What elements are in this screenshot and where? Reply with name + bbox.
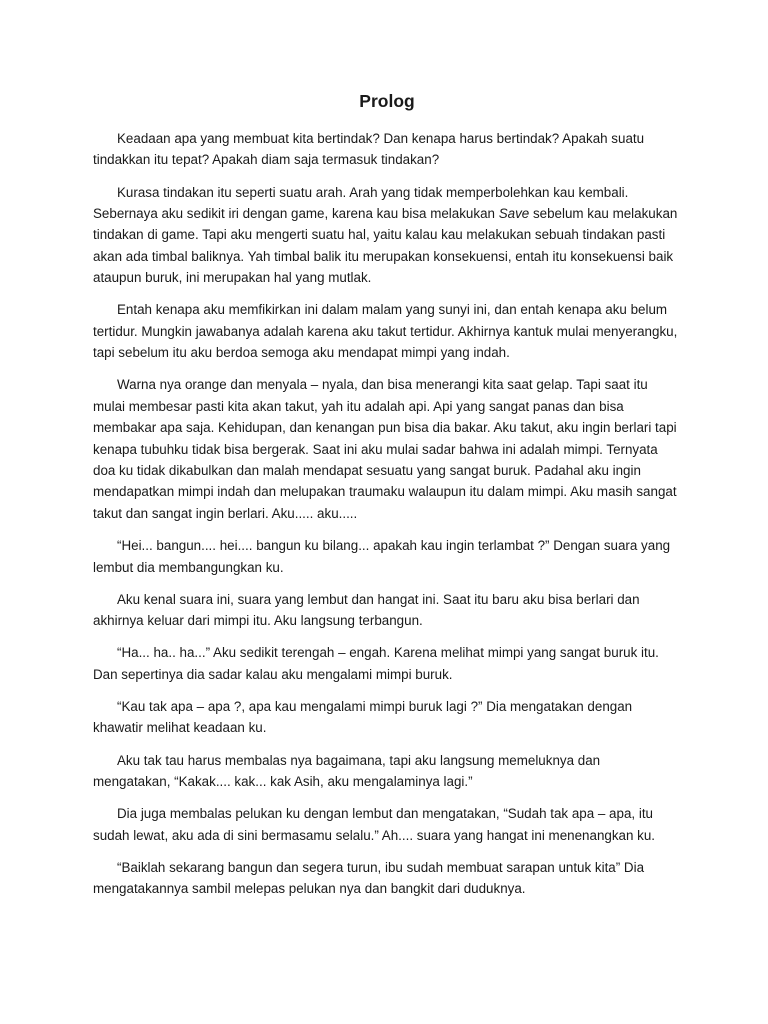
paragraph-9: Aku tak tau harus membalas nya bagaimana, tapi aku langsung memeluknya dan mengatakan, “Kakak.... kak... kak Asih, aku mengalaminya lagi.”	[93, 752, 601, 789]
document-page	[93, 88, 681, 910]
paragraph-2	[93, 182, 681, 289]
paragraph-6: Aku kenal suara ini, suara yang lembut dan hangat ini. Saat itu baru aku bisa berlari dan akhirnya keluar dari mimpi itu. Aku langsung terbangun.	[93, 591, 640, 629]
paragraph-2-italic-save: Save	[498, 206, 530, 222]
paragraph-2-text-before: Kurasa tindakan itu seperti suatu arah. Arah yang tidak memperbolehkan kau kembali. Sebernaya aku sedikit iri dengan game, karena kau bisa melakukan	[93, 184, 629, 222]
paragraph-8: “Kau tak apa – apa ?, apa kau mengalami mimpi buruk lagi ?” Dia mengatakan dengan khawatir melihat keadaan ku.	[93, 698, 633, 736]
paragraph-10: Dia juga membalas pelukan ku dengan lembut dan mengatakan, “Sudah tak apa – apa, itu sudah lewat, aku ada di sini bermasamu selalu.” Ah.... suara yang hangat ini menenangkan ku.	[93, 806, 656, 843]
paragraph-2-text-after: sebelum kau melakukan tindakan di game. Tapi aku mengerti suatu hal, yaitu kalau kau melakukan sebuah tindakan pasti akan ada timbal baliknya. Yah timbal balik itu merupakan konsekuensi, entah itu konsekuensi baik ataupun buruk, ini merupakan hal yang mutlak.	[93, 206, 678, 286]
paragraph-7: “Ha... ha.. ha...” Aku sedikit terengah – engah. Karena melihat mimpi yang sangat buruk itu. Dan sepertinya dia sadar kalau aku mengalami mimpi buruk.	[93, 645, 659, 682]
paragraph-5: “Hei... bangun.... hei.... bangun ku bilang... apakah kau ingin terlambat ?” Dengan suara yang lembut dia membangungkan ku.	[93, 538, 671, 575]
page-title: Prolog	[359, 91, 415, 111]
paragraph-11: “Baiklah sekarang bangun dan segera turun, ibu sudah membuat sarapan untuk kita” Dia mengatakannya sambil melepas pelukan nya dan bangkit dari duduknya.	[93, 859, 645, 897]
paragraph-3: Entah kenapa aku memfikirkan ini dalam malam yang sunyi ini, dan entah kenapa aku belum tertidur. Mungkin jawabanya adalah karena aku takut tertidur. Akhirnya kantuk mulai menyerangku, tapi sebelum itu aku berdoa semoga aku mendapat mimpi yang indah.	[93, 302, 678, 361]
paragraph-1: Keadaan apa yang membuat kita bertindak? Dan kenapa harus bertindak? Apakah suatu tindakkan itu tepat? Apakah diam saja termasuk tindakan?	[93, 131, 645, 168]
paragraph-4: Warna nya orange dan menyala – nyala, dan bisa menerangi kita saat gelap. Tapi saat itu mulai membesar pasti kita akan takut, yah itu adalah api. Api yang sangat panas dan bisa membakar apa saja. Kehidupan, dan kenangan pun bisa dia bakar. Aku takut, aku ingin berlari tapi kenapa tubuhku tidak bisa bergerak. Saat ini aku mulai sadar bahwa ini adalah mimpi. Ternyata doa ku tidak dikabulkan dan malah mendapat sesuatu yang sangat buruk. Padahal aku ingin mendapatkan mimpi indah dan melupakan traumaku walaupun itu dalam mimpi. Aku masih sangat takut dan sangat ingin berlari. Aku..... aku.....	[93, 377, 677, 521]
